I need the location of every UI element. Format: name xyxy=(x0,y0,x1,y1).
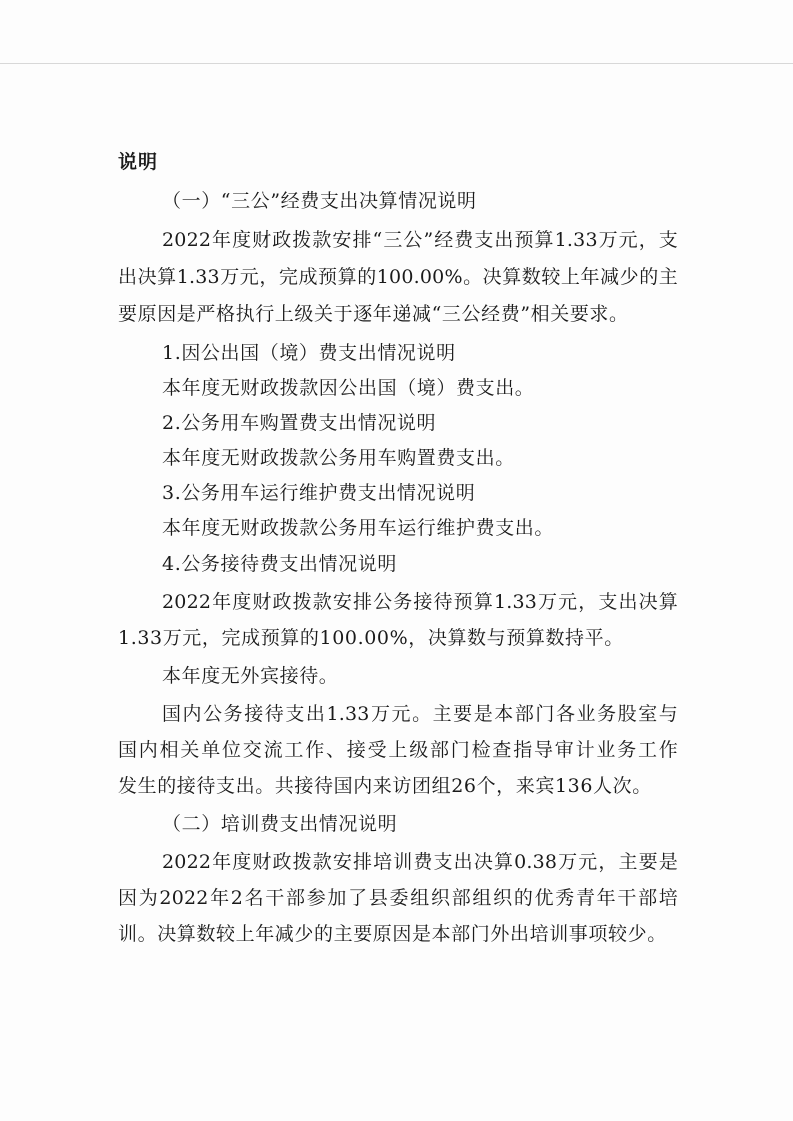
item-title-reception: 4.公务接待费支出情况说明 xyxy=(162,553,397,575)
paragraph-line: 1.33万元，完成预算的100.00%，决算数与预算数持平。 xyxy=(118,627,624,649)
paragraph-line: 2022年度财政拨款安排“三公”经费支出预算1.33万元，支 xyxy=(162,229,678,251)
subsection-title-training: （二）培训费支出情况说明 xyxy=(162,813,398,835)
paragraph-line: 本年度无外宾接待。 xyxy=(162,665,339,687)
subsection-title-sangong: （一）“三公”经费支出决算情况说明 xyxy=(162,190,477,212)
item-title-vehicle-operation: 3.公务用车运行维护费支出情况说明 xyxy=(162,482,476,504)
paragraph-line: 国内相关单位交流工作、接受上级部门检查指导审计业务工作 xyxy=(118,739,678,761)
paragraph-line: 要原因是严格执行上级关于逐年递减“三公经费”相关要求。 xyxy=(118,303,629,325)
paragraph-line: 本年度无财政拨款公务用车运行维护费支出。 xyxy=(162,517,555,539)
section-heading: 说明 xyxy=(118,151,159,173)
paragraph-line: 因为2022年2名干部参加了县委组织部组织的优秀青年干部培 xyxy=(118,887,678,909)
paragraph-line: 国内公务接待支出1.33万元。主要是本部门各业务股室与 xyxy=(162,703,678,725)
item-title-vehicle-purchase: 2.公务用车购置费支出情况说明 xyxy=(162,412,437,434)
top-rule xyxy=(0,63,793,64)
paragraph-line: 训。决算数较上年减少的主要原因是本部门外出培训事项较少。 xyxy=(118,923,667,945)
paragraph-line: 2022年度财政拨款安排培训费支出决算0.38万元，主要是 xyxy=(162,851,678,873)
paragraph-line: 发生的接待支出。共接待国内来访团组26个，来宾136人次。 xyxy=(118,775,652,797)
paragraph-line: 2022年度财政拨款安排公务接待预算1.33万元，支出决算 xyxy=(162,591,678,613)
item-title-overseas: 1.因公出国（境）费支出情况说明 xyxy=(162,342,456,364)
paragraph-line: 本年度无财政拨款因公出国（境）费支出。 xyxy=(162,377,535,399)
paragraph-line: 本年度无财政拨款公务用车购置费支出。 xyxy=(162,447,515,469)
paragraph-line: 出决算1.33万元，完成预算的100.00%。决算数较上年减少的主 xyxy=(118,266,678,288)
